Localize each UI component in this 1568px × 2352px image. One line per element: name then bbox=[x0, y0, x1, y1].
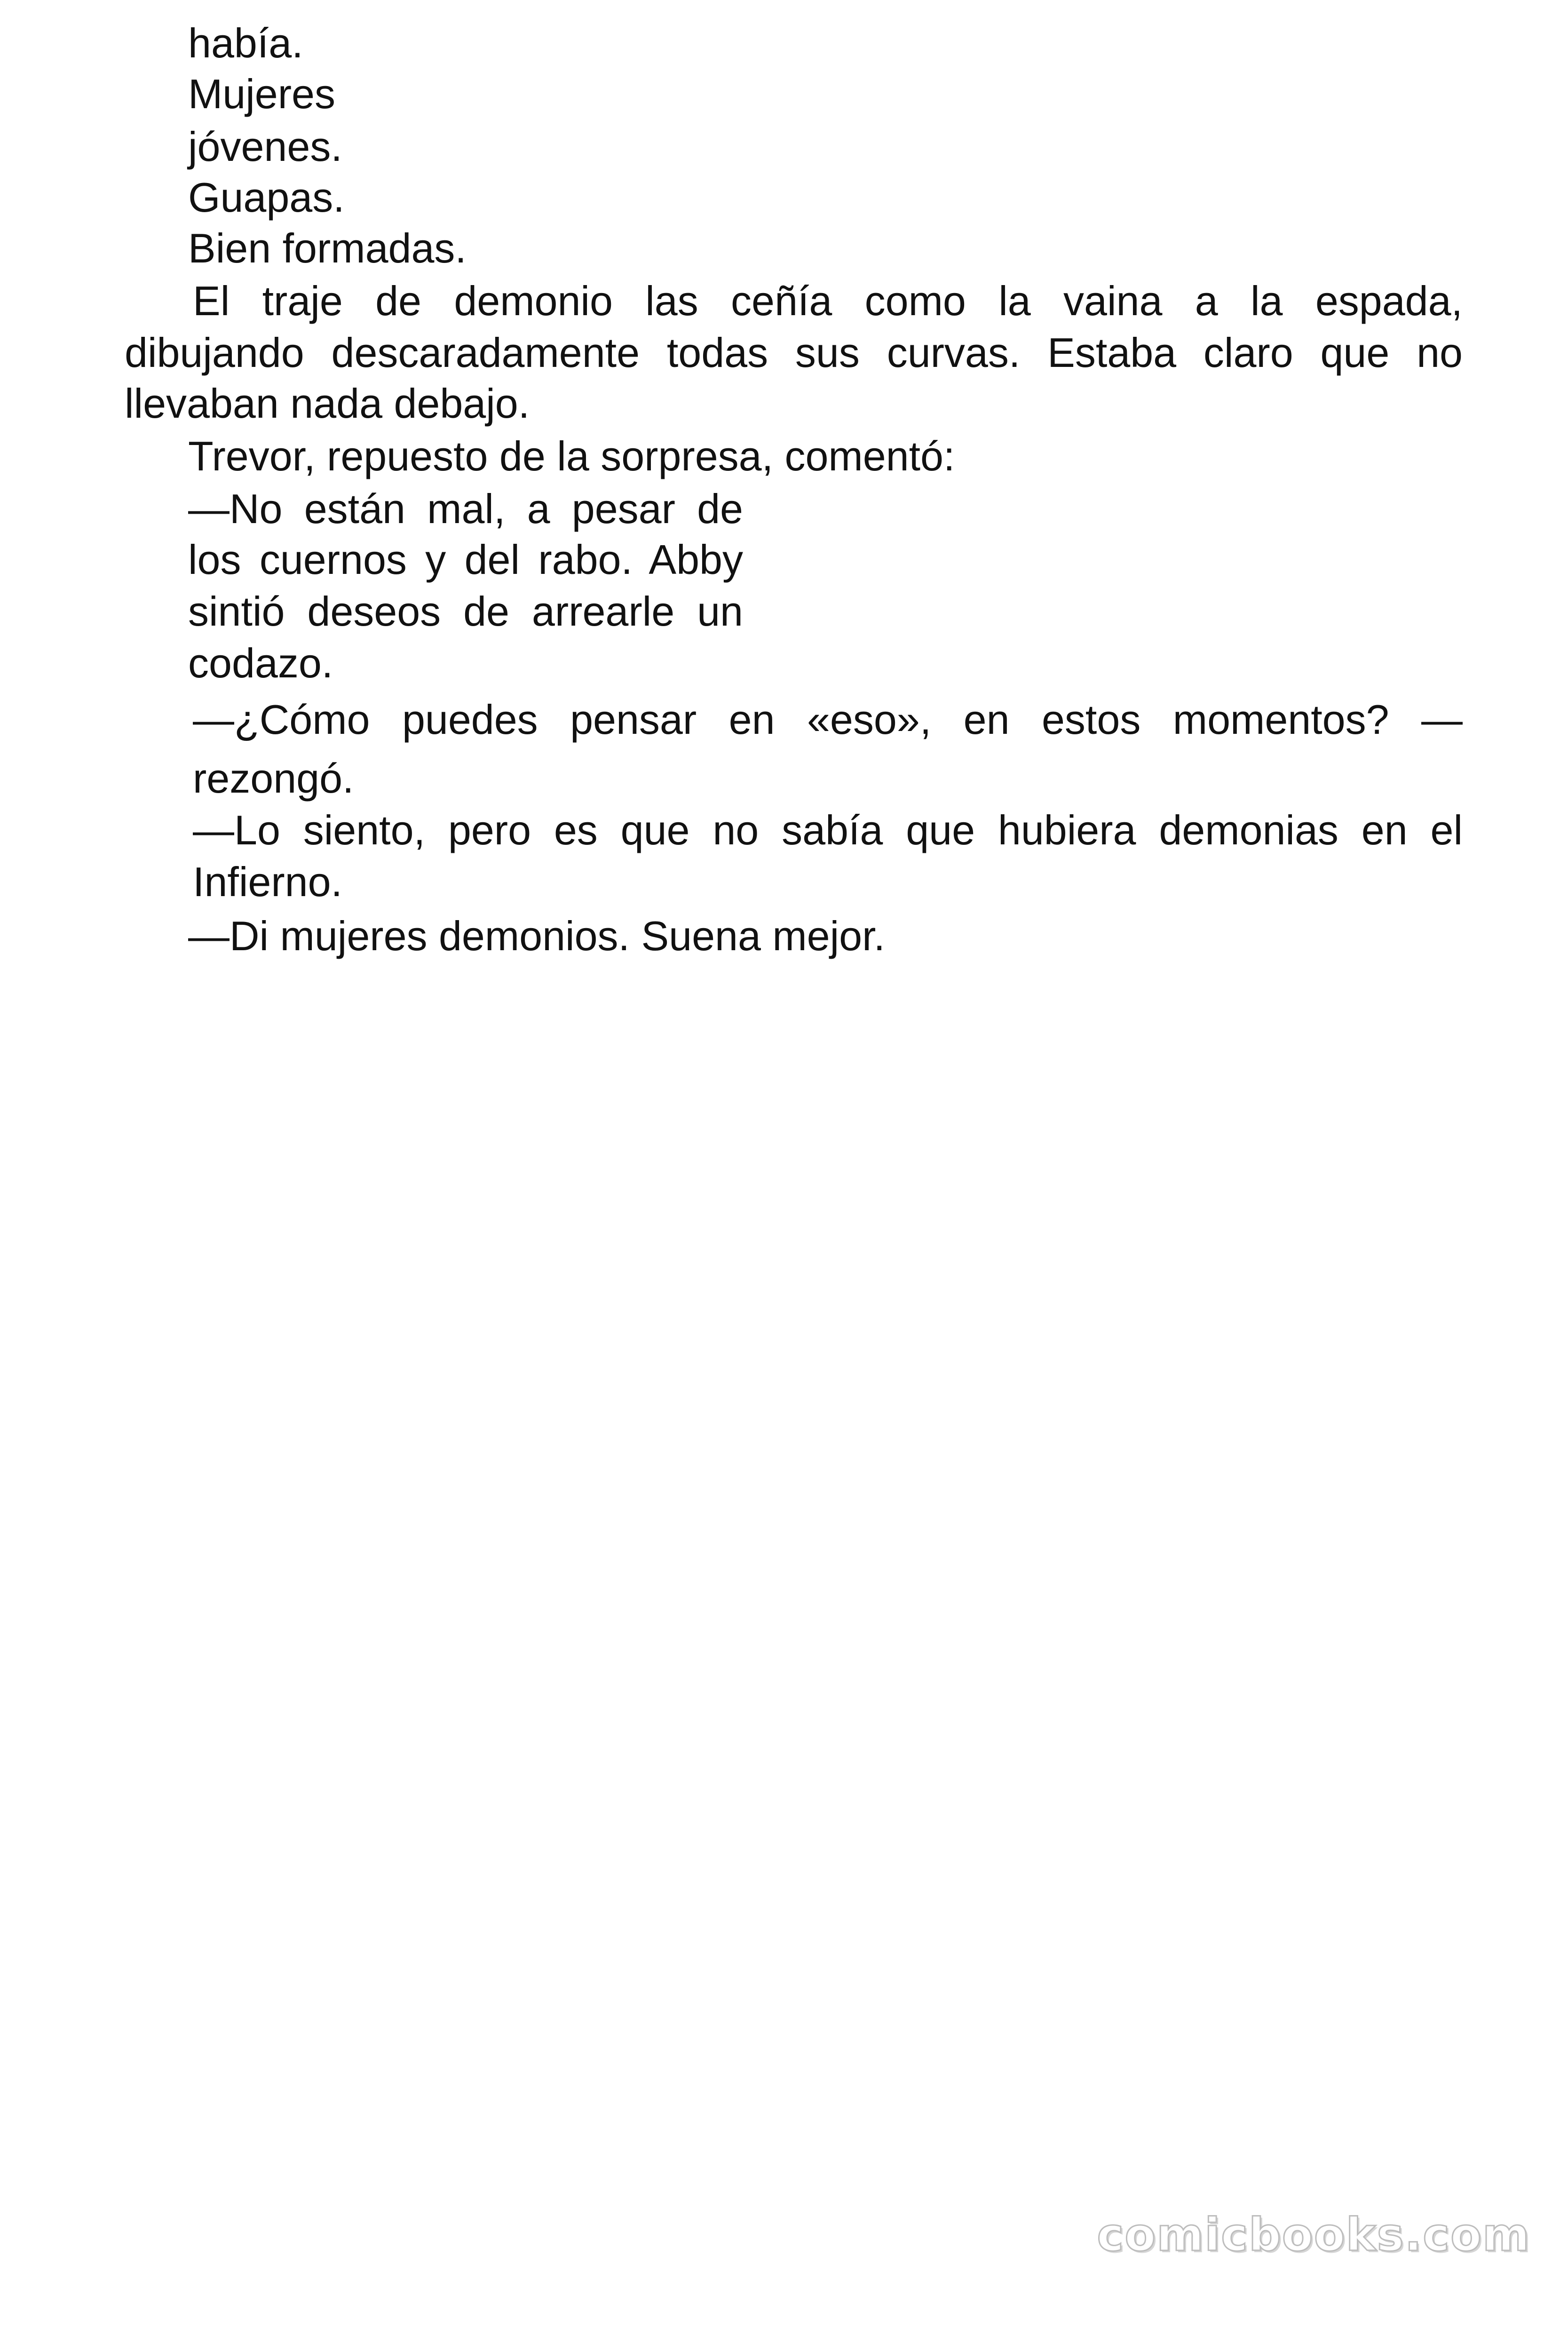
text-line: había. bbox=[188, 20, 303, 66]
text-line: Trevor, repuesto de la sorpresa, comentó: bbox=[188, 433, 955, 479]
text-line: Infierno. bbox=[193, 858, 342, 905]
text-line: los cuernos y del rabo. Abby bbox=[188, 536, 743, 583]
text-line: jóvenes. bbox=[188, 123, 342, 170]
text-line: dibujando descaradamente todas sus curvas. Estaba claro que no bbox=[125, 329, 1463, 376]
text-line: —Di mujeres demonios. Suena mejor. bbox=[188, 913, 885, 959]
text-line: sintió deseos de arrearle un bbox=[188, 588, 743, 635]
watermark-logo: comicbooks.com bbox=[1097, 2209, 1530, 2261]
text-line: codazo. bbox=[188, 640, 333, 686]
text-line: —No están mal, a pesar de bbox=[188, 485, 743, 532]
text-line: —¿Cómo puedes pensar en «eso», en estos momentos? — bbox=[193, 696, 1463, 743]
text-line: llevaban nada debajo. bbox=[125, 380, 530, 427]
text-line: rezongó. bbox=[193, 755, 354, 802]
text-line: Guapas. bbox=[188, 174, 345, 221]
text-line: Mujeres bbox=[188, 71, 335, 117]
text-line: Bien formadas. bbox=[188, 225, 467, 271]
text-line: —Lo siento, pero es que no sabía que hubiera demonias en el bbox=[193, 807, 1463, 853]
text-line: El traje de demonio las ceñía como la vaina a la espada, bbox=[193, 278, 1463, 324]
